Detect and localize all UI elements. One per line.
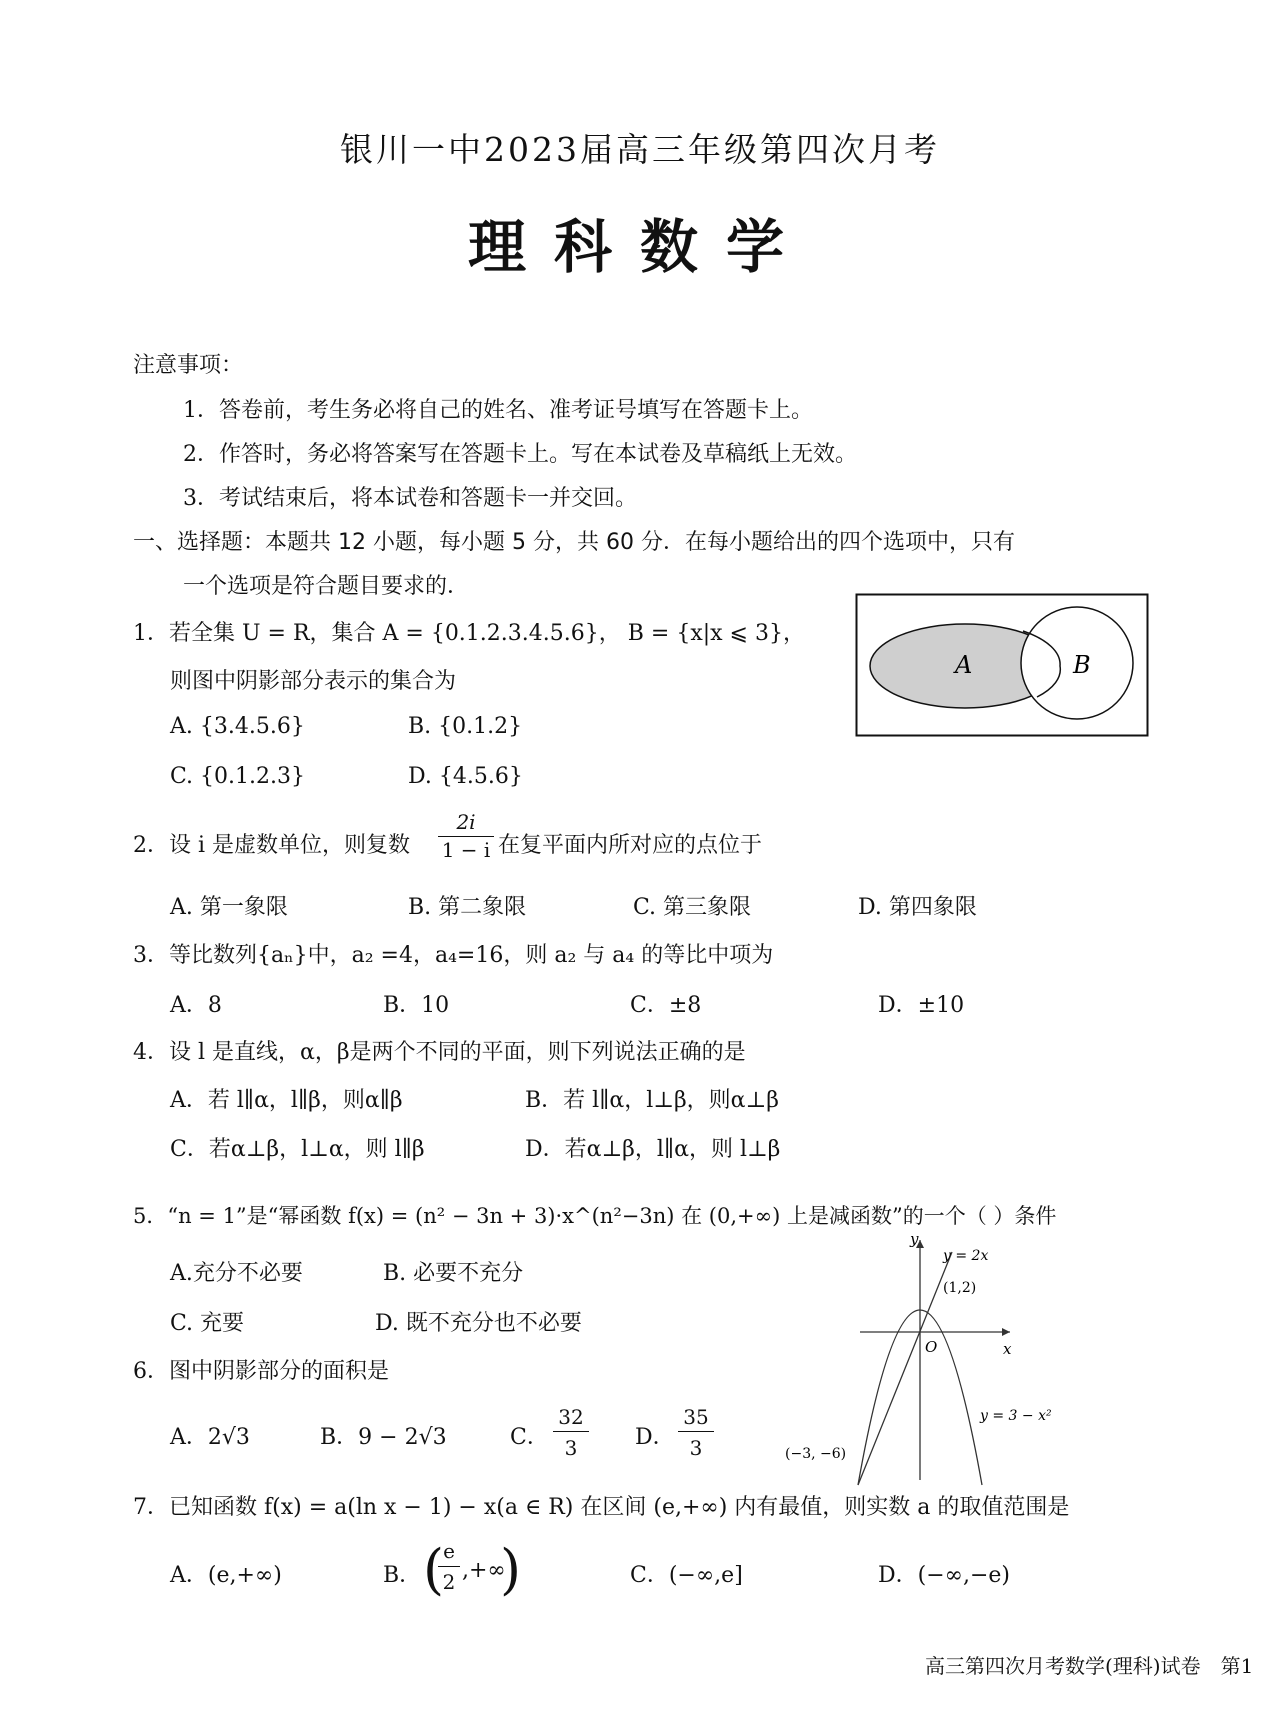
section-heading-line2: 一个选项是符合题目要求的． <box>183 574 470 599</box>
q4-stem: 4．设 l 是直线，α，β是两个不同的平面，则下列说法正确的是 <box>133 1040 746 1065</box>
graph-label-origin: O <box>925 1338 938 1356</box>
q2-option-a: A. 第一象限 <box>170 895 288 920</box>
q7-stem: 7．已知函数 f(x) = a(ln x − 1) − x(a ∈ R) 在区间 (e,+∞) 内有最值，则实数 a 的取值范围是 <box>133 1495 1070 1520</box>
q2-stem-post: 在复平面内所对应的点位于 <box>498 833 763 858</box>
q1-option-a: A. {3.4.5.6} <box>170 714 305 739</box>
q7-option-b-left-paren: ( <box>423 1538 445 1601</box>
q2-option-c: C. 第三象限 <box>633 895 752 920</box>
exam-title: 银川一中2023届高三年级第四次月考 <box>340 130 940 169</box>
q3-option-d: D．±10 <box>878 993 965 1018</box>
q6-option-d-denominator: 3 <box>689 1436 703 1460</box>
q6-option-a: A．2√3 <box>170 1425 250 1450</box>
q6-option-d-label: D． <box>635 1425 675 1450</box>
q6-graph <box>775 1230 1075 1490</box>
q7-option-b-bar <box>438 1566 460 1567</box>
graph-label-point-neg3-neg6: (−3, −6) <box>785 1446 847 1462</box>
q6-stem: 6．图中阴影部分的面积是 <box>133 1359 389 1384</box>
q4-option-c: C．若α⊥β，l⊥α，则 l∥β <box>170 1137 425 1162</box>
notes-item-2: 2．作答时，务必将答案写在答题卡上。写在本试卷及草稿纸上无效。 <box>183 442 857 467</box>
graph-label-x: x <box>1003 1340 1012 1358</box>
q1-option-b: B. {0.1.2} <box>408 714 523 739</box>
notes-heading: 注意事项： <box>133 353 244 378</box>
page-footer: 高三第四次月考数学(理科)试卷 第1 <box>925 1654 1254 1678</box>
q5-option-c: C. 充要 <box>170 1311 245 1336</box>
section-heading-line1: 一、选择题：本题共 12 小题，每小题 5 分，共 60 分．在每小题给出的四个选项中，只有 <box>133 530 1015 555</box>
q2-fraction-denominator: 1 − i <box>441 838 491 862</box>
q7-option-d: D．(−∞,−e) <box>878 1563 1011 1588</box>
venn-diagram <box>855 593 1150 738</box>
q5-option-a: A.充分不必要 <box>170 1261 303 1286</box>
q7-option-b-right-paren: ) <box>500 1538 522 1601</box>
graph-label-point-1-2: (1,2) <box>943 1280 977 1296</box>
q3-option-b: B．10 <box>383 993 450 1018</box>
q7-option-a: A．(e,+∞) <box>170 1563 282 1588</box>
q1-stem-line2: 则图中阴影部分表示的集合为 <box>170 669 457 694</box>
q3-stem: 3．等比数列{aₙ}中，a₂ =4，a₄=16，则 a₂ 与 a₄ 的等比中项为 <box>133 943 774 968</box>
q7-option-b-numerator: e <box>443 1539 455 1563</box>
q2-stem-pre: 2．设 i 是虚数单位，则复数 <box>133 833 411 858</box>
q7-option-c: C．(−∞,e] <box>630 1563 743 1588</box>
q6-option-c-numerator: 32 <box>558 1405 584 1429</box>
q2-option-b: B. 第二象限 <box>408 895 527 920</box>
subject-title: 理科数学 <box>467 213 812 281</box>
q7-option-b-tail: ,+∞ <box>462 1558 506 1583</box>
q5-option-d: D. 既不充分也不必要 <box>375 1311 582 1336</box>
graph-label-y: y <box>910 1230 919 1248</box>
venn-label-a: A <box>955 651 973 679</box>
q4-option-a: A．若 l∥α，l∥β，则α∥β <box>170 1088 403 1113</box>
q2-option-d: D. 第四象限 <box>858 895 977 920</box>
venn-label-b: B <box>1073 651 1091 679</box>
q7-option-b-label: B． <box>383 1563 422 1588</box>
line-y-2x <box>858 1252 952 1485</box>
q6-option-c-denominator: 3 <box>564 1436 578 1460</box>
q3-option-a: A．8 <box>170 993 222 1018</box>
notes-item-1: 1．答卷前，考生务必将自己的姓名、准考证号填写在答题卡上。 <box>183 398 813 423</box>
x-axis-arrow <box>1002 1328 1010 1336</box>
q1-option-d: D. {4.5.6} <box>408 764 523 789</box>
q3-option-c: C．±8 <box>630 993 702 1018</box>
q4-option-b: B．若 l∥α，l⊥β，则α⊥β <box>525 1088 779 1113</box>
q5-option-b: B. 必要不充分 <box>383 1261 524 1286</box>
q6-option-c-bar <box>553 1431 589 1432</box>
q6-option-d-numerator: 35 <box>683 1405 709 1429</box>
q4-option-d: D．若α⊥β，l∥α，则 l⊥β <box>525 1137 781 1162</box>
notes-item-3: 3．考试结束后，将本试卷和答题卡一并交回。 <box>183 486 637 511</box>
q1-stem-line1: 1．若全集 U = R，集合 A = {0.1.2.3.4.5.6}， B = {x|x ⩽ 3}， <box>133 621 805 646</box>
q6-option-d-bar <box>678 1431 714 1432</box>
q6-option-b: B．9 − 2√3 <box>320 1425 447 1450</box>
q1-option-c: C. {0.1.2.3} <box>170 764 305 789</box>
graph-label-line: y = 2x <box>943 1248 989 1264</box>
q5-stem: 5．“n = 1”是“幂函数 f(x) = (n² − 3n + 3)·x^(n²−3n) 在 (0,+∞) 上是减函数”的一个（ ）条件 <box>133 1204 1057 1228</box>
q6-option-c-label: C． <box>510 1425 549 1450</box>
q2-fraction-bar <box>438 836 494 837</box>
graph-label-parabola: y = 3 − x² <box>980 1408 1052 1424</box>
q7-option-b-denominator: 2 <box>442 1570 456 1594</box>
q2-fraction-numerator: 2i <box>456 810 476 834</box>
